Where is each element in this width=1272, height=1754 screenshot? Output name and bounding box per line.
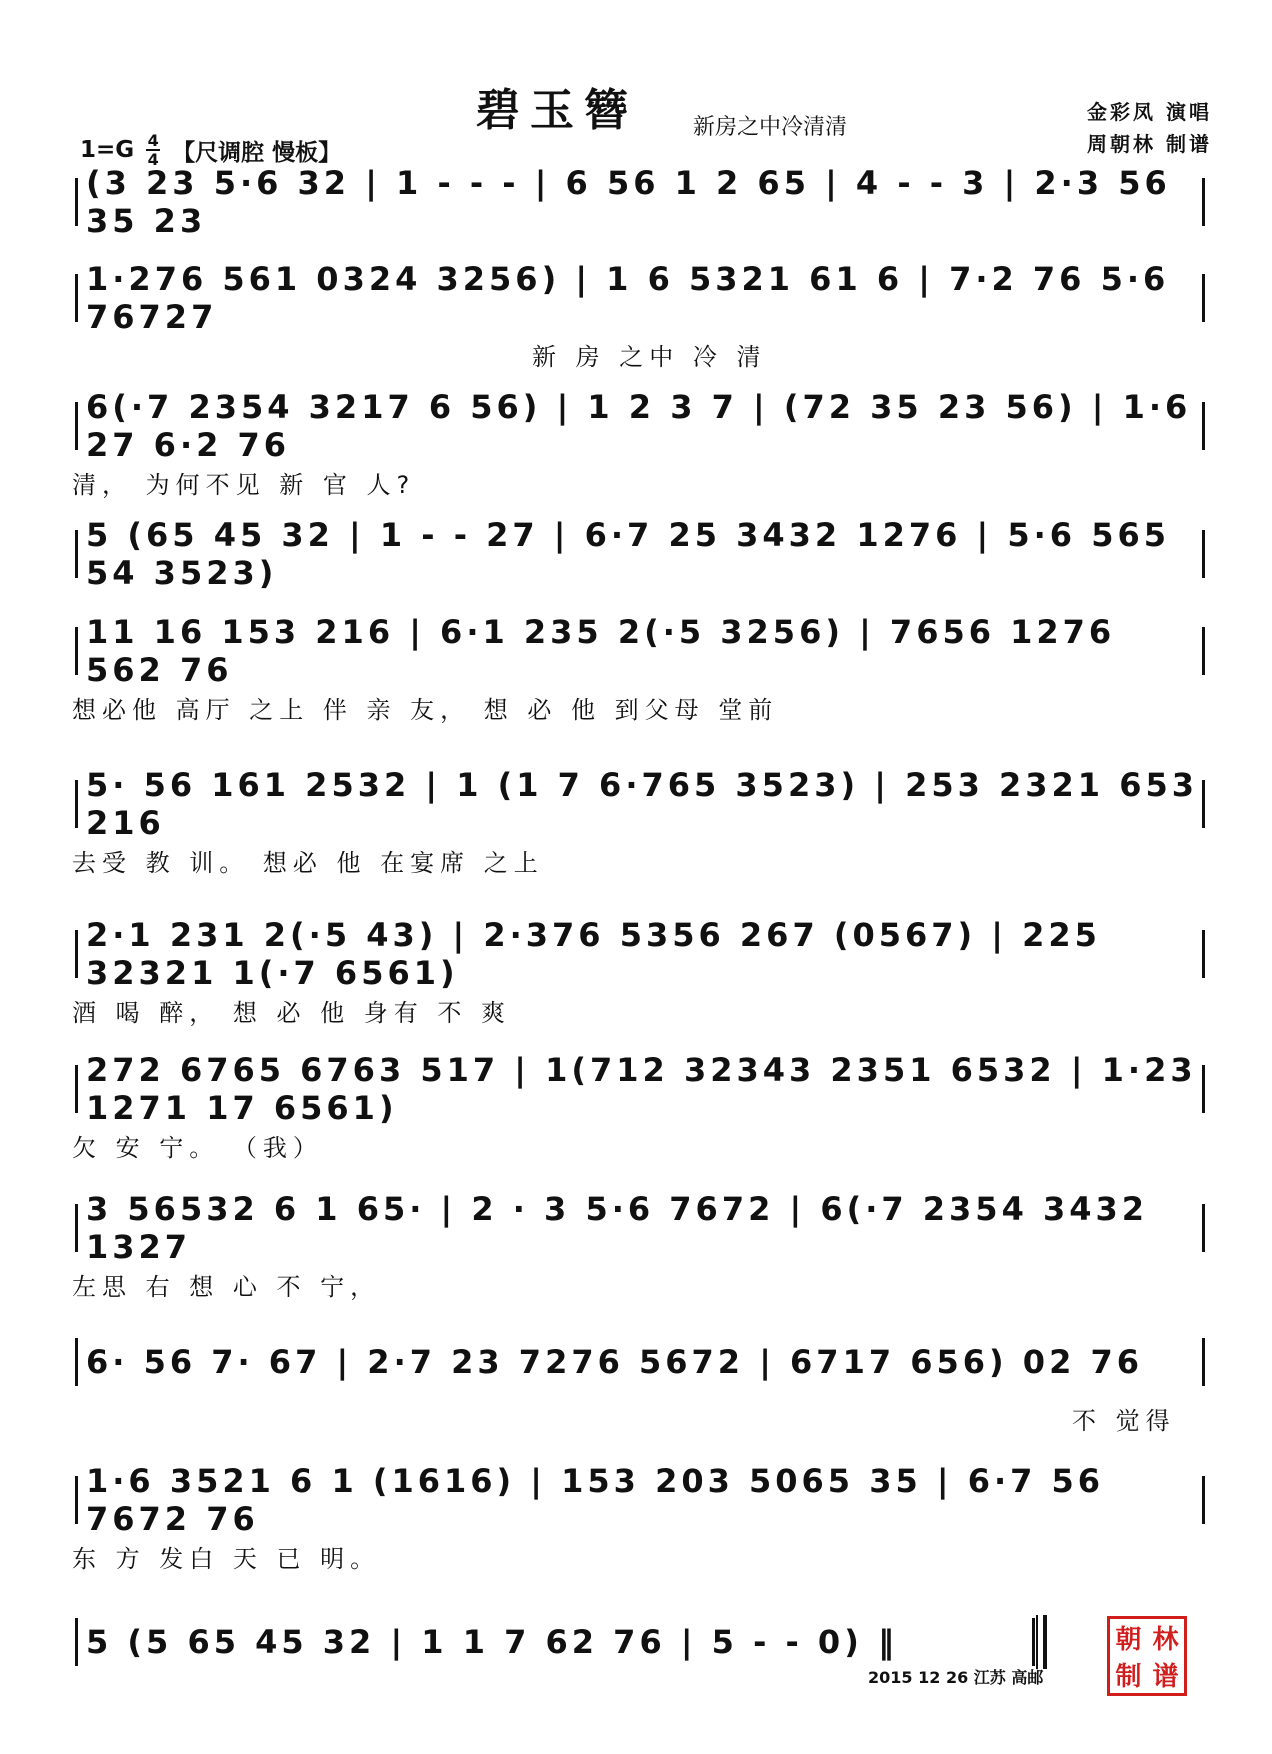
seal-char-4: 谱 [1152, 1662, 1179, 1692]
lyrics-row-8: 欠 安 宁。 （我） [72, 1134, 323, 1162]
key-signature-line [80, 132, 341, 168]
music-row-12: 5 (5 65 45 32 | 1 1 7 62 76 | 5 - - 0) ‖ [75, 1618, 1035, 1666]
lyrics-row-9: 左思 右 想 心 不 宁， [72, 1273, 381, 1301]
singer-credit: 金彩凤 演唱 [1087, 100, 1212, 124]
score-subtitle: 新房之中冷清清 [693, 115, 848, 140]
time-signature [146, 132, 160, 168]
seal-stamp [1107, 1616, 1187, 1696]
lyrics-row-5: 想必他 高厅 之上 伴 亲 友， 想 必 他 到父母 堂前 [72, 696, 779, 724]
date-place: 2015 12 26 江苏 高邮 [868, 1668, 1044, 1687]
music-row-8: 272 6765 6763 517 | 1(712 32343 2351 6532 | 1·23 1271 17 6561) [75, 1065, 1205, 1113]
final-barline-thick [1043, 1615, 1047, 1669]
time-signature-bottom: 4 [147, 150, 159, 169]
transcriber-credit: 周朝林 制谱 [1087, 132, 1212, 156]
score-title: 碧玉簪 [476, 85, 638, 136]
seal-char-1: 朝 [1115, 1625, 1142, 1655]
music-row-3: 6(·7 2354 3217 6 56) | 1 2 3 7 | (72 35 23 56) | 1·6 27 6·2 76 [75, 402, 1205, 450]
music-row-1: (3 23 5·6 32 | 1 - - - | 6 56 1 2 65 | 4 - - 3 | 2·3 56 35 23 [75, 178, 1205, 226]
lyrics-row-7: 酒 喝 醉， 想 必 他 身有 不 爽 [72, 999, 512, 1027]
seal-char-3: 制 [1115, 1662, 1142, 1692]
music-row-9: 3 56532 6 1 65· | 2 · 3 5·6 7672 | 6(·7 2354 3432 1327 [75, 1204, 1205, 1252]
time-signature-top: 4 [147, 131, 159, 150]
music-row-11: 1·6 3521 6 1 (1616) | 153 203 5065 35 | 6·7 56 7672 76 [75, 1476, 1205, 1524]
lyrics-row-6: 去受 教 训。 想必 他 在宴席 之上 [72, 849, 544, 877]
music-row-4: 5 (65 45 32 | 1 - - 27 | 6·7 25 3432 1276 | 5·6 565 54 3523) [75, 530, 1205, 578]
music-row-2: 1·276 561 0324 3256) | 1 6 5321 61 6 | 7·2 76 5·6 76727 [75, 274, 1205, 322]
seal-char-2: 林 [1152, 1625, 1179, 1655]
lyrics-row-3: 清， 为何不见 新 官 人? [72, 471, 416, 499]
music-row-10: 6· 56 7· 67 | 2·7 23 7276 5672 | 6717 656) 02 76 [75, 1338, 1205, 1386]
tempo-style: 【尺调腔 慢板】 [172, 139, 342, 166]
lyrics-row-11: 东 方 发白 天 已 明。 [72, 1545, 381, 1573]
music-row-6: 5· 56 161 2532 | 1 (1 7 6·765 3523) | 253 2321 653 216 [75, 780, 1205, 828]
music-row-5: 11 16 153 216 | 6·1 235 2(·5 3256) | 7656 1276 562 76 [75, 627, 1205, 675]
key-signature: 1=G [80, 137, 135, 163]
lyrics-row-2: 新 房 之中 冷 清 [532, 343, 767, 371]
music-row-7: 2·1 231 2(·5 43) | 2·376 5356 267 (0567) | 225 32321 1(·7 6561) [75, 930, 1205, 978]
final-barline-thin [1036, 1615, 1038, 1669]
lyrics-row-10: 不 觉得 [1072, 1407, 1176, 1435]
